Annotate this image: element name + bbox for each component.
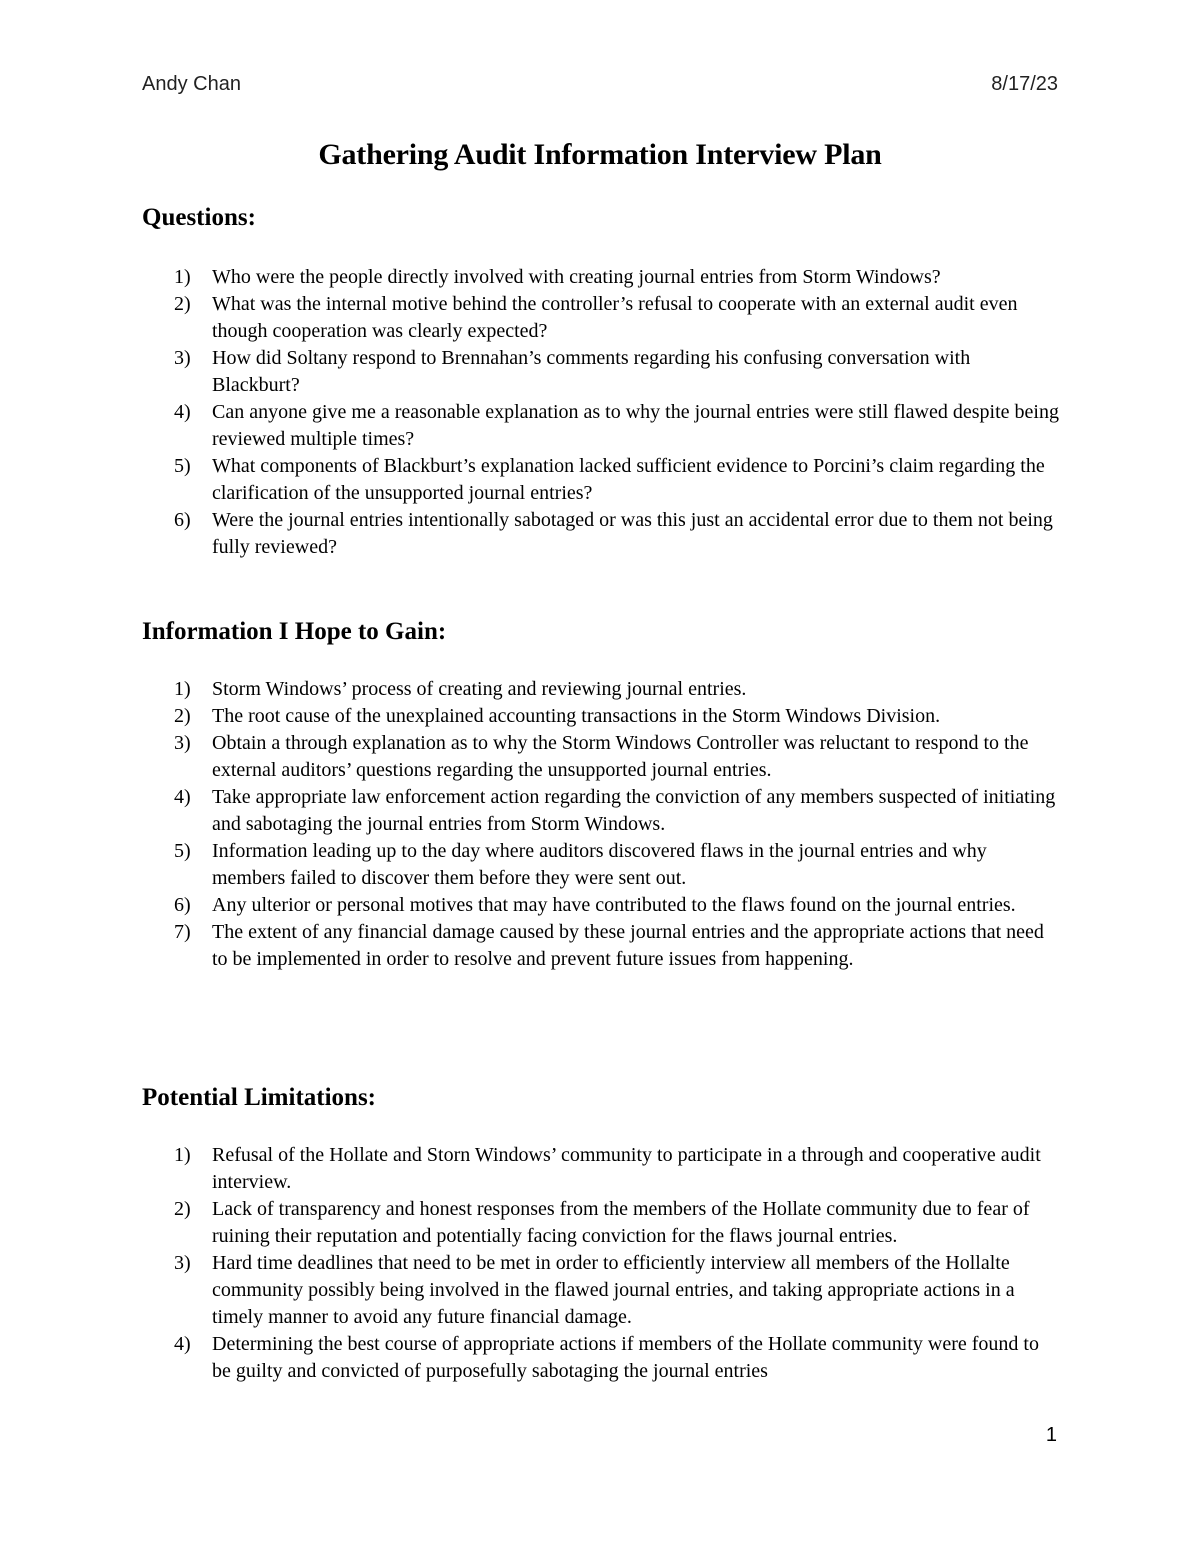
list-item: 1) Who were the people directly involved with creating journal entries from Storm Windows? — [174, 266, 941, 288]
information-list — [142, 676, 1062, 973]
list-item: 6) Any ulterior or personal motives that may have contributed to the flaws found on the journal entries. — [174, 894, 1016, 916]
page-number: 1 — [1045, 1424, 1057, 1446]
list-item: 3) How did Soltany respond to Brennahan’s comments regarding his confusing conversation with Blackburt? — [174, 347, 971, 396]
list-item: 2) The root cause of the unexplained accounting transactions in the Storm Windows Division. — [174, 705, 941, 727]
list-item: 4) Can anyone give me a reasonable explanation as to why the journal entries were still flawed despite being reviewed multiple times? — [174, 401, 1059, 450]
author-name: Andy Chan — [142, 73, 241, 95]
section-heading-questions: Questions: — [142, 204, 256, 231]
list-item: 1) Refusal of the Hollate and Storn Windows’ community to participate in a through and cooperative audit interview. — [174, 1144, 1041, 1193]
document-title: Gathering Audit Information Interview Plan — [318, 138, 882, 171]
list-item: 2) What was the internal motive behind the controller’s refusal to cooperate with an external audit even though cooperation was clearly expected? — [174, 293, 1018, 342]
list-item: 4) Determining the best course of appropriate actions if members of the Hollate community were found to be guilty and convicted of purposefully sabotaging the journal entries — [174, 1333, 1039, 1382]
list-item: 3) Obtain a through explanation as to why the Storm Windows Controller was reluctant to respond to the external auditors’ questions regarding the unsupported journal entries. — [174, 732, 1029, 781]
list-item: 3) Hard time deadlines that need to be met in order to efficiently interview all members of the Hollalte community possibly being involved in the flawed journal entries, and taking appropriate actions in a timely manner to avoid any future financial damage. — [174, 1252, 1015, 1328]
section-heading-limitations: Potential Limitations: — [142, 1084, 377, 1111]
section-heading-information: Information I Hope to Gain: — [142, 618, 447, 645]
list-item: 5) What components of Blackburt’s explanation lacked sufficient evidence to Porcini’s claim regarding the clarification of the unsupported journal entries? — [174, 455, 1045, 504]
list-item: 1) Storm Windows’ process of creating and reviewing journal entries. — [174, 678, 747, 700]
page-header — [142, 73, 1058, 103]
list-item: 4) Take appropriate law enforcement action regarding the conviction of any members suspected of initiating and sabotaging the journal entries from Storm Windows. — [174, 786, 1056, 835]
questions-list — [142, 264, 1062, 561]
document-date: 8/17/23 — [991, 73, 1058, 95]
limitations-list — [142, 1142, 1062, 1385]
list-item: 2) Lack of transparency and honest responses from the members of the Hollate community due to fear of ruining their reputation and potentially facing conviction for the flaws journal entries. — [174, 1198, 1030, 1247]
list-item: 5) Information leading up to the day where auditors discovered flaws in the journal entries and why members failed to discover them before they were sent out. — [174, 840, 987, 889]
list-item: 7) The extent of any financial damage caused by these journal entries and the appropriate actions that need to be implemented in order to resolve and prevent future issues from happening. — [174, 921, 1044, 970]
list-item: 6) Were the journal entries intentionally sabotaged or was this just an accidental error due to them not being fully reviewed? — [174, 509, 1053, 558]
